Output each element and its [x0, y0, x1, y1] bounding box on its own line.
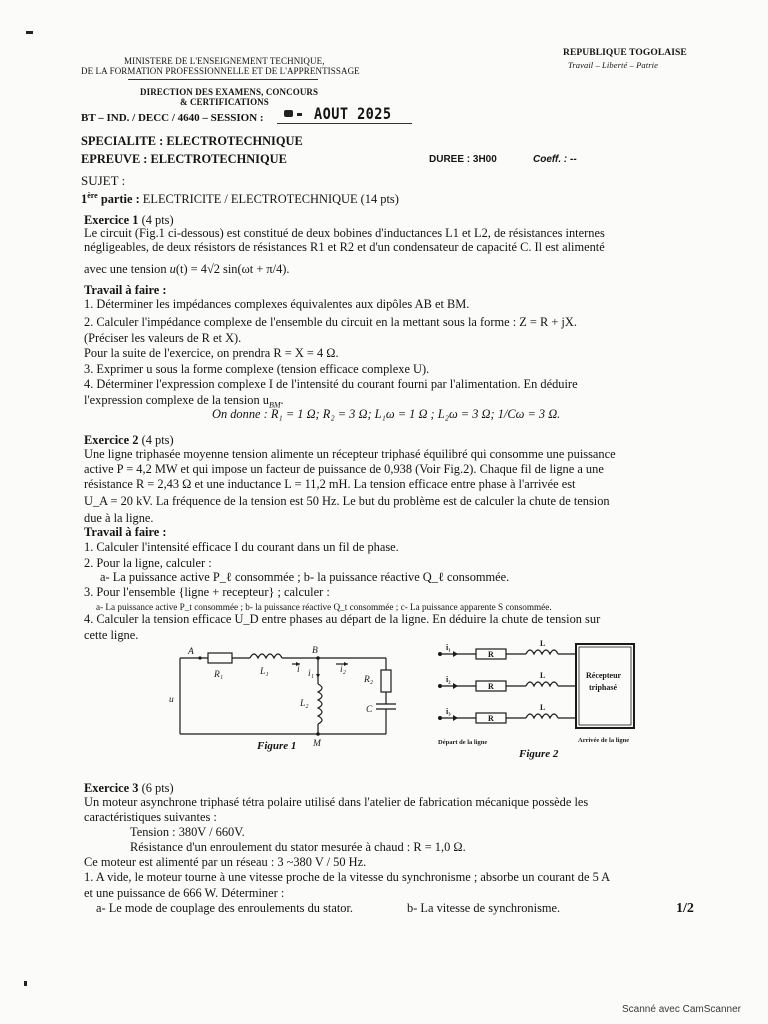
ex3-line-2: caractéristiques suivantes :: [84, 810, 217, 824]
fig2-label-r: R: [488, 650, 494, 659]
ministry-line-2: DE LA FORMATION PROFESSIONNELLE ET DE L'APPRENTISSAGE: [81, 66, 360, 76]
fig1-label-b: B: [312, 646, 318, 656]
figure-1-caption: Figure 1: [257, 740, 297, 752]
epreuve: EPREUVE : ELECTROTECHNIQUE: [81, 152, 287, 166]
fig2-label-l: L: [540, 671, 546, 680]
direction-line-2: & CERTIFICATIONS: [180, 97, 269, 107]
ministry-line-1: MINISTERE DE L'ENSEIGNEMENT TECHNIQUE,: [124, 56, 325, 66]
ex1-intro-3: [84, 262, 724, 276]
ex3-resistance: Résistance d'un enroulement du stator mesurée à chaud : R = 1,0 Ω.: [130, 840, 466, 854]
ex1-points: (4 pts): [138, 213, 174, 227]
ex1-q2b: (Préciser les valeurs de R et X).: [84, 331, 242, 345]
fig2-label-i2: i₂: [446, 675, 451, 684]
part1-heading: ELECTRICITE / ELECTROTECHNIQUE (14 pts): [139, 192, 399, 207]
specialite: SPECIALITE : ELECTROTECHNIQUE: [81, 134, 303, 148]
ex3-tension: Tension : 380V / 660V.: [130, 825, 245, 839]
part1-sup: ère: [87, 191, 98, 200]
fig2-label-r: R: [488, 682, 494, 691]
ex3-q1b: et une puissance de 666 W. Déterminer :: [84, 886, 285, 900]
ex1-q2c: Pour la suite de l'exercice, on prendra R = X = 4 Ω.: [84, 346, 339, 360]
fig2-label-i1: i₁: [446, 643, 451, 652]
fig1-label-r2: R₂: [364, 675, 374, 685]
ex2-q3: 3. Pour l'ensemble {ligne + recepteur} ; calculer :: [84, 585, 330, 599]
duree: DUREE : 3H00: [429, 154, 497, 165]
ex3-q1c: a- Le mode de couplage des enroulements du stator.: [96, 901, 354, 915]
fig2-receiver-label-2: triphasé: [589, 683, 617, 692]
ex1-q4: 4. Déterminer l'expression complexe I de l'intensité du courant fourni par l'alimentation. En déduire: [84, 377, 578, 391]
fig2-receiver-label-1: Récepteur: [586, 671, 622, 680]
ex2-line-1: Une ligne triphasée moyenne tension alimente un récepteur triphasé équilibré qui consomme une puissance: [84, 447, 616, 461]
fig2-label-i3: i₃: [446, 707, 451, 716]
ex1-q3: 3. Exprimer u sous la forme complexe (tension efficace complexe U).: [84, 362, 430, 376]
ex1-q4b: l'expression complexe de la tension $u_{BM}$.: [84, 393, 284, 410]
ex2-line-3: résistance R = 2,43 Ω et une inductance L = 11,2 mH. La tension efficace entre phase à l'arrivée est: [84, 477, 576, 491]
figure-2-caption: Figure 2: [519, 748, 559, 760]
ex1-title: Exercice 1: [84, 213, 139, 227]
page-number: 1/2: [676, 901, 694, 916]
ex2-q3a: a- La puissance active P_t consommée ; b- la puissance réactive Q_t consommée ; c- La puissance apparente S consommée.: [96, 602, 552, 612]
ex1-intro-3-text: avec une tension: [84, 262, 170, 276]
fig2-label-l: L: [540, 703, 546, 712]
ex3-heading: [84, 781, 724, 795]
direction-line-1: DIRECTION DES EXAMENS, CONCOURS: [140, 87, 319, 97]
ex2-q4b: cette ligne.: [84, 628, 139, 642]
header-divider: [128, 79, 318, 80]
sujet-label: SUJET :: [81, 173, 126, 188]
ex1-intro-1: Le circuit (Fig.1 ci-dessous) est constitué de deux bobines d'inductances L1 et L2, de résistances internes: [84, 226, 605, 240]
fig2-arrivee-label: Arrivée de la ligne: [578, 737, 630, 744]
scanner-watermark: Scanné avec CamScanner: [622, 1004, 741, 1015]
fig2-label-r: R: [488, 714, 494, 723]
fig1-label-c: C: [366, 705, 373, 715]
ex2-title: Exercice 2: [84, 433, 139, 447]
session-underline: [277, 123, 412, 124]
scan-mark: [24, 981, 27, 986]
fig1-label-r1: R₁: [214, 670, 224, 680]
ex3-q1d: b- La vitesse de synchronisme.: [407, 901, 561, 915]
ex2-travail: Travail à faire :: [84, 525, 167, 539]
ex3-q1: 1. A vide, le moteur tourne à une vitesse proche de la vitesse du synchronisme ; absorbe un courant de 5 A: [84, 870, 611, 884]
session-stamp: AOUT 2025: [314, 104, 392, 123]
ex3-points: (6 pts): [138, 781, 174, 795]
stamp-mark: [282, 108, 308, 118]
ex1-intro-2: négligeables, de deux résistors de résistances R1 et R2 et d'un condensateur de capacité C. Il est alimenté: [84, 240, 605, 254]
ex1-travail: Travail à faire :: [84, 283, 167, 297]
fig2-depart-label: Départ de la ligne: [438, 739, 488, 746]
ex1-u-symbol: u: [169, 262, 176, 276]
ex1-voltage-expression: (t) = 4√2 sin(ωt + π/4).: [175, 262, 290, 276]
fig1-label-u: u: [169, 695, 174, 705]
ex1-q2: 2. Calculer l'impédance complexe de l'ensemble du circuit en la mettant sous la forme : Z = R + jX.: [84, 315, 577, 329]
fig1-label-m: M: [313, 739, 321, 749]
ex1-on-donne: On donne : R₁ = 1 Ω; R₂ = 3 Ω; L₁ω = 1 Ω ; L₂ω = 3 Ω; 1/Cω = 3 Ω.: [212, 407, 561, 421]
ex2-q1: 1. Calculer l'intensité efficace I du courant dans un fil de phase.: [84, 540, 399, 554]
session-label: BT – IND. / DECC / 4640 – SESSION :: [81, 112, 264, 124]
fig1-label-i2: i₂: [340, 665, 346, 675]
ex3-title: Exercice 3: [84, 781, 139, 795]
part1-title: [81, 191, 399, 207]
fig1-label-l1: L₁: [260, 667, 269, 677]
ex2-q2: 2. Pour la ligne, calculer :: [84, 556, 212, 570]
ex2-q4: 4. Calculer la tension efficace U_D entre phases au départ de la ligne. En déduire la chute de tension sur: [84, 612, 601, 626]
ex1-heading: [84, 213, 724, 227]
ex2-q2a: a- La puissance active P_ℓ consommée ; b- la puissance réactive Q_ℓ consommée.: [100, 570, 510, 584]
fig2-label-l: L: [540, 640, 546, 648]
republic-motto: Travail – Liberté – Patrie: [568, 60, 658, 70]
ex1-q4b-text: l'expression complexe de la tension u: [84, 393, 269, 407]
scan-mark: [26, 31, 33, 34]
ex2-line-5: due à la ligne.: [84, 511, 154, 525]
fig1-label-l2: L₂: [300, 699, 309, 709]
figure-2-line-diagram: [436, 640, 696, 750]
ex2-line-4: U_A = 20 kV. La fréquence de la tension est 50 Hz. Le but du problème est de calculer la chute de tension: [84, 494, 610, 508]
part1-label: partie :: [97, 192, 140, 207]
ex1-q4b-sub: BM: [268, 400, 281, 410]
republic-title: REPUBLIQUE TOGOLAISE: [563, 48, 687, 58]
fig1-label-a: A: [188, 647, 194, 657]
ex1-q1: 1. Déterminer les impédances complexes équivalentes aux dipôles AB et BM.: [84, 297, 470, 311]
ex2-line-2: active P = 4,2 MW et qui impose un facteur de puissance de 0,938 (Voir Fig.2). Chaque fil de ligne a une: [84, 462, 604, 476]
coefficient: Coeff. : --: [533, 154, 577, 165]
fig1-label-i1: i₁: [308, 669, 314, 679]
part1-number: 1: [81, 192, 88, 207]
ex2-points: (4 pts): [138, 433, 174, 447]
ex2-heading: [84, 433, 724, 447]
ex3-reseau: Ce moteur est alimenté par un réseau : 3 ~380 V / 50 Hz.: [84, 855, 367, 869]
ex3-line-1: Un moteur asynchrone triphasé tétra polaire utilisé dans l'atelier de fabrication mécanique possède les: [84, 795, 589, 809]
fig1-label-i: i: [297, 665, 300, 675]
